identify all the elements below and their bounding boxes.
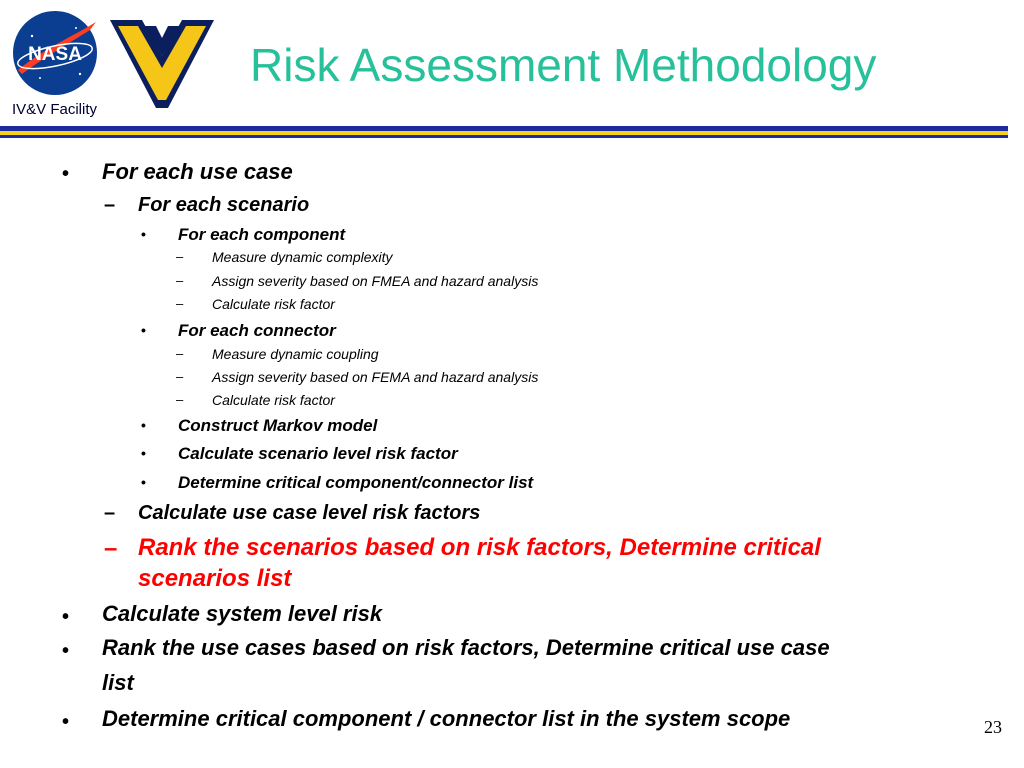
nasa-logo: [10, 8, 100, 98]
outline-text: Assign severity based on FMEA and hazard analysis: [212, 273, 539, 289]
bullet-marker: •: [62, 711, 70, 733]
bullet-marker: •: [141, 322, 146, 338]
header-divider-blue-bottom: [0, 135, 1008, 138]
outline-text: scenarios list: [138, 565, 292, 592]
slide-title: Risk Assessment Methodology: [250, 39, 877, 91]
outline-text: Calculate risk factor: [212, 296, 335, 312]
wv-logo: [108, 12, 216, 112]
bullet-marker: •: [141, 445, 146, 461]
dash-marker: –: [176, 296, 184, 311]
outline-text: Measure dynamic coupling: [212, 346, 379, 362]
outline-text: Measure dynamic complexity: [212, 249, 393, 265]
bullet-marker: •: [141, 474, 146, 490]
outline-text: Rank the scenarios based on risk factors, Determine critical: [138, 534, 821, 561]
outline-text: Determine critical component/connector list: [178, 473, 534, 492]
outline-text: For each component: [178, 225, 346, 244]
bullet-marker: •: [62, 606, 70, 628]
outline-text: list: [102, 670, 134, 695]
dash-marker: –: [104, 502, 116, 524]
outline-text: For each use case: [102, 159, 293, 184]
dash-marker: –: [104, 194, 116, 216]
bullet-marker: •: [62, 640, 70, 662]
dash-marker: –: [176, 346, 184, 361]
bullet-marker: •: [62, 163, 70, 185]
dash-marker: –: [176, 249, 184, 264]
outline-text: Calculate risk factor: [212, 392, 335, 408]
dash-marker: –: [176, 369, 184, 384]
nasa-logo-text: NASA: [28, 44, 82, 65]
facility-label: IV&V Facility: [12, 101, 98, 118]
outline-text: Construct Markov model: [178, 416, 378, 435]
page-number: 23: [984, 717, 1002, 737]
outline-text: Assign severity based on FEMA and hazard analysis: [212, 369, 539, 385]
outline-text: Calculate scenario level risk factor: [178, 444, 458, 463]
outline-text: Rank the use cases based on risk factors, Determine critical use case: [102, 635, 830, 660]
outline-text: Determine critical component / connector list in the system scope: [102, 706, 791, 731]
outline-text: Calculate system level risk: [102, 601, 383, 626]
bullet-marker: •: [141, 417, 146, 433]
outline-text: Calculate use case level risk factors: [138, 502, 481, 524]
bullet-marker: •: [141, 226, 146, 242]
outline-text: For each scenario: [138, 194, 310, 216]
dash-marker: –: [176, 273, 184, 288]
dash-marker: –: [176, 392, 184, 407]
outline-text: For each connector: [178, 321, 336, 340]
dash-marker: –: [104, 535, 118, 562]
